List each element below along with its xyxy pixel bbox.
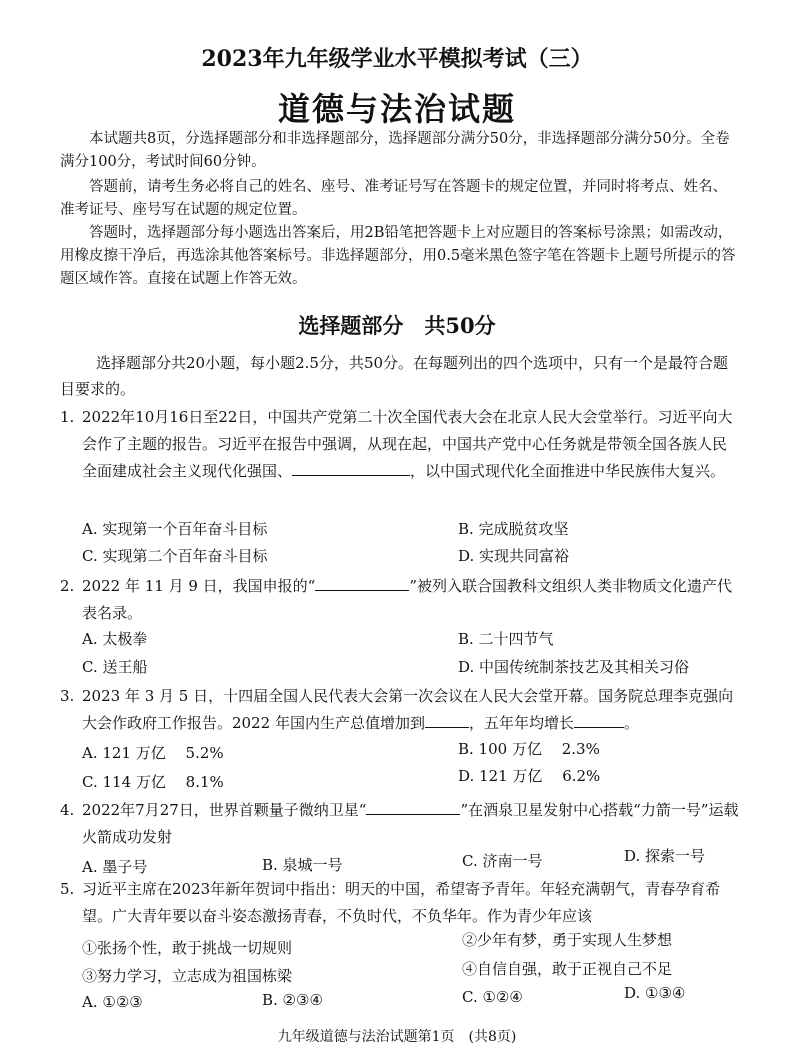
question-number: 1. [60,408,75,426]
question-number: 5. [60,880,75,898]
answer-blank [315,574,409,591]
statement-1: ①张扬个性，敢于挑战一切规则 [82,939,293,957]
question-number: 2. [60,577,75,595]
statement-3: ③努力学习，立志成为祖国栋梁 [82,967,293,985]
question-text: 习近平主席在2023年新年贺词中指出：明天的中国，希望寄予青年。年轻充满朝气，青春孕育希望。广大青年要以奋斗姿态激扬青春，不负时代，不负华年。作为青少年应该 [82,880,721,925]
option-a: A. 121 万亿 5.2% [82,744,224,762]
instruction-paragraph: 答题时，选择题部分每小题选出答案后，用2B铅笔把答题卡上对应题目的答案标号涂黑；如需改动，用橡皮擦干净后，再选涂其他答案标号。非选择题部分，用0.5毫米黑色签字笔在答题卡上题号所提示的答题区域作答。直接在试题上作答无效。 [60,225,736,287]
option-d: D. ①③④ [624,984,686,1002]
option-a: A. ①②③ [82,993,143,1011]
instruction-paragraph: 本试题共8页，分选择题部分和非选择题部分，选择题部分满分50分，非选择题部分满分50分。全卷满分100分，考试时间60分钟。 [60,131,730,170]
option-d: D. 探索一号 [624,847,706,865]
option-c: C. 济南一号 [462,852,543,870]
option-c: C. ①②④ [462,988,523,1006]
question-text: 2023 年 3 月 5 日，十四届全国人民代表大会第一次会议在人民大会堂开幕。国务院总理李克强向大会作政府工作报告。2022 年国内生产总值增加到 ，五年年均增长 。 [82,687,734,732]
option-c: C. 实现第二个百年奋斗目标 [82,547,268,565]
option-b: B. 泉城一号 [262,856,343,874]
section-title: 选择题部分 共50分 [298,313,496,338]
option-a: A. 墨子号 [82,858,148,876]
exam-title: 2023年九年级学业水平模拟考试（三） [201,46,593,72]
option-b: B. 100 万亿 2.3% [458,740,600,758]
statement-2: ②少年有梦，勇于实现人生梦想 [462,931,673,949]
answer-blank [574,711,624,728]
page-footer: 九年级道德与法治试题第1页 (共8页) [277,1029,517,1045]
question-1 [60,404,740,485]
answer-blank [292,459,410,476]
statement-4: ④自信自强，敢于正视自己不足 [462,960,673,978]
question-5 [60,876,740,930]
question-3 [60,683,740,737]
option-d: D. 中国传统制茶技艺及其相关习俗 [458,658,690,676]
option-a: A. 太极拳 [82,630,148,648]
option-b: B. 完成脱贫攻坚 [458,520,569,538]
question-text: 2022年10月16日至22日，中国共产党第二十次全国代表大会在北京人民大会堂举行。习近平向大会作了主题的报告。习近平在报告中强调，从现在起，中国共产党中心任务就是带领全国各族人民全面建成社会主义现代化强国、 ，以中国式现代化全面推进中华民族伟大复兴。 [82,408,733,480]
instruction-paragraph: 答题前，请考生务必将自己的姓名、座号、准考证号写在答题卡的规定位置，并同时将考点、姓名、准考证号、座号写在试题的规定位置。 [60,179,727,218]
answer-blank [366,798,460,815]
question-text: 2022年7月27日，世界首颗量子微纳卫星“ ”在酒泉卫星发射中心搭载“力箭一号”运载火箭成功发射 [82,797,740,851]
question-number: 4. [60,801,75,819]
option-c: C. 送王船 [82,658,148,676]
option-b: B. 二十四节气 [458,630,554,648]
option-d: D. 实现共同富裕 [458,547,570,565]
subject-title: 道德与法治试题 [277,90,516,128]
option-c: C. 114 万亿 8.1% [82,773,224,791]
option-b: B. ②③④ [262,991,323,1009]
question-number: 3. [60,687,75,705]
question-text: 2022 年 11 月 9 日，我国申报的“ ”被列入联合国教科文组织人类非物质文化遗产代表名录。 [82,573,740,627]
option-a: A. 实现第一个百年奋斗目标 [82,520,268,538]
question-2 [60,573,740,627]
question-4 [60,797,740,851]
answer-blank [425,711,469,728]
section-intro: 选择题部分共20小题，每小题2.5分，共50分。在每题列出的四个选项中，只有一个是最符合题目要求的。 [60,354,729,398]
option-d: D. 121 万亿 6.2% [458,767,601,785]
